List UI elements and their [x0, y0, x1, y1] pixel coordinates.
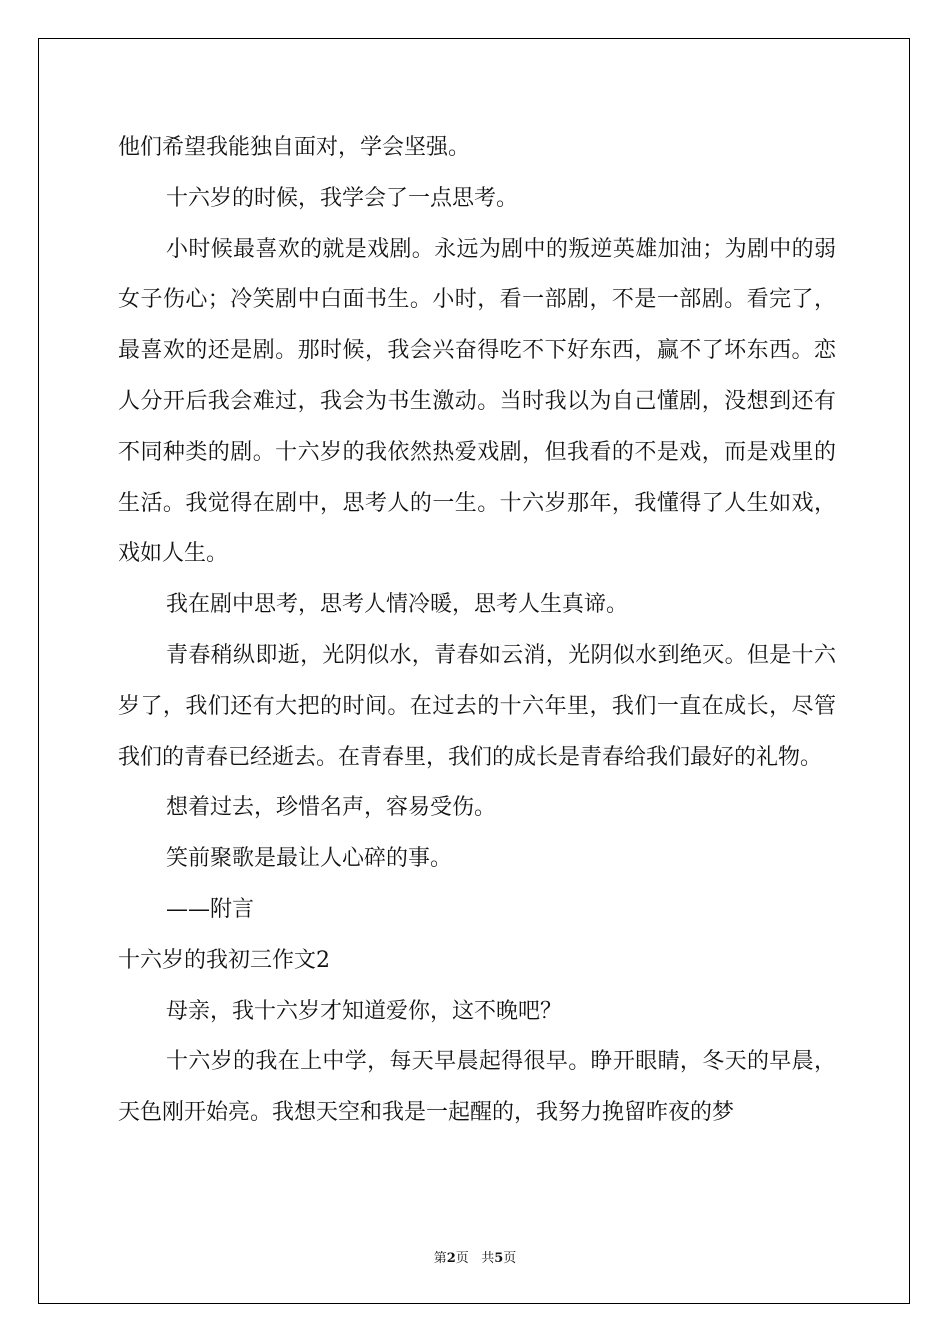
- footer-total-suffix: 页: [503, 1251, 517, 1266]
- footer-total-pages: 5: [494, 1251, 504, 1266]
- paragraph-6: 想着过去，珍惜名声，容易受伤。: [166, 795, 497, 821]
- paragraph-9: 母亲，我十六岁才知道爱你，这不晚吧？: [166, 998, 563, 1024]
- paragraph-7: 笑前聚歌是最让人心碎的事。: [166, 846, 453, 872]
- paragraph-5: 青春稍纵即逝，光阴似水，青春如云消，光阴似水到绝灭。但是十六岁了，我们还有大把的时间。在过去的十六年里，我们一直在成长，尽管我们的青春已经逝去。在青春里，我们的成长是青春给我们最好的礼物。: [118, 642, 836, 770]
- section-heading: 十六岁的我初三作文2: [118, 947, 330, 973]
- paragraph-1: 他们希望我能独自面对，学会坚强。: [118, 135, 471, 160]
- footer-prefix: 第: [433, 1251, 447, 1266]
- paragraph-3: 小时候最喜欢的就是戏剧。永远为剧中的叛逆英雄加油；为剧中的弱女子伤心；冷笑剧中白面书生。小时，看一部剧，不是一部剧。看完了，最喜欢的还是剧。那时候，我会兴奋得吃不下好东西，赢不了坏东西。恋人分开后我会难过，我会为书生激动。当时我以为自己懂剧，没想到还有不同种类的剧。十六岁的我依然热爱戏剧，但我看的不是戏，而是戏里的生活。我觉得在剧中，思考人的一生。十六岁那年，我懂得了人生如戏，戏如人生。: [118, 236, 836, 567]
- postscript: ——附言: [166, 896, 255, 922]
- paragraph-2: 十六岁的时候，我学会了一点思考。: [166, 185, 519, 211]
- document-body: [118, 123, 836, 1139]
- paragraph-10: 十六岁的我在上中学，每天早晨起得很早。睁开眼睛，冬天的早晨，天色刚开始亮。我想天空和我是一起醒的，我努力挽留昨夜的梦: [118, 1049, 836, 1126]
- footer-total-prefix: 共: [481, 1251, 495, 1266]
- page-footer: [0, 1247, 950, 1266]
- footer-page-suffix: 页: [455, 1251, 469, 1266]
- paragraph-4: 我在剧中思考，思考人情冷暖，思考人生真谛。: [166, 592, 629, 618]
- footer-page-number: 2: [446, 1251, 456, 1266]
